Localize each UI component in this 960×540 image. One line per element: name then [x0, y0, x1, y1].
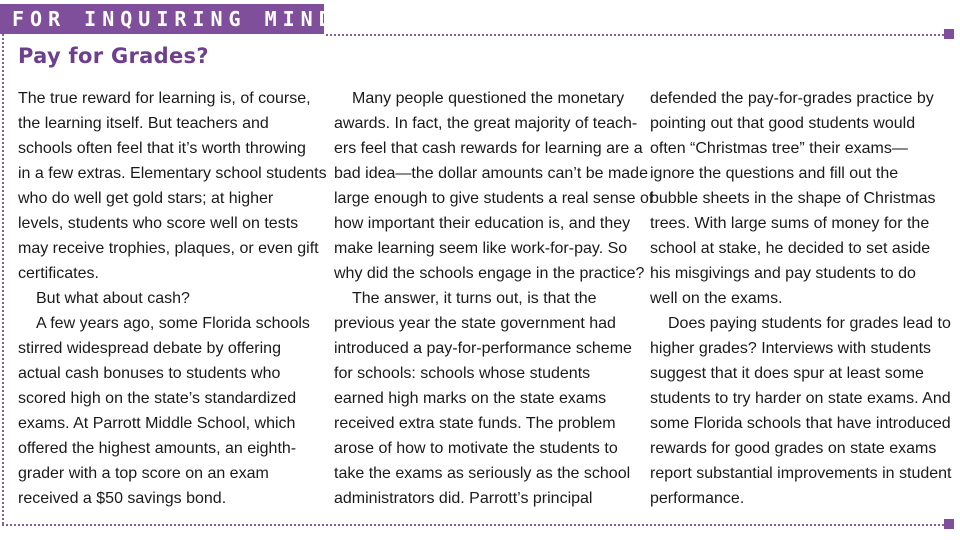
text-line: his misgivings and pay students to do [650, 265, 916, 282]
text-line: grader with a top score on an exam [18, 465, 269, 482]
text-line: scored high on the state’s standardized [18, 390, 297, 407]
text-line: bad idea—the dollar amounts can’t be made [334, 165, 648, 182]
text-line: take the exams as seriously as the school [334, 465, 631, 482]
text-line: students to try harder on state exams. And [650, 390, 951, 407]
text-line: for schools: schools whose students [334, 365, 591, 382]
text-line: make learning seem like work-for-pay. So [334, 240, 628, 257]
sidebar-title: Pay for Grades? [18, 44, 209, 68]
text-line: But what about cash? [36, 290, 190, 307]
text-line: the learning itself. But teachers and [18, 115, 269, 132]
text-line: ers feel that cash rewards for learning are a [334, 140, 643, 157]
text-line: suggest that it does spur at least some [650, 365, 924, 382]
text-line: previous year the state government had [334, 315, 616, 332]
text-column-1 [18, 86, 327, 511]
text-line: actual cash bonuses to students who [18, 365, 281, 382]
text-line: defended the pay-for-grades practice by [650, 90, 934, 107]
text-line: The answer, it turns out, is that the [352, 290, 597, 307]
text-line: trees. With large sums of money for the [650, 215, 930, 232]
text-line: A few years ago, some Florida schools [36, 315, 310, 332]
text-line: higher grades? Interviews with students [650, 340, 932, 357]
text-column-2 [334, 86, 654, 511]
text-line: why did the schools engage in the practice? [334, 265, 645, 282]
bottom-right-corner-square [944, 519, 954, 529]
top-right-corner-square [944, 29, 954, 39]
text-line: may receive trophies, plaques, or even gift [18, 240, 319, 257]
text-line: certificates. [18, 265, 99, 282]
section-banner [0, 4, 355, 34]
text-line: arose of how to motivate the students to [334, 440, 618, 457]
text-line: ignore the questions and fill out the [650, 165, 899, 182]
text-line: who do well get gold stars; at higher [18, 190, 274, 207]
text-line: bubble sheets in the shape of Christmas [650, 190, 936, 207]
text-line: Does paying students for grades lead to [668, 315, 951, 332]
text-line: levels, students who score well on tests [18, 215, 299, 232]
text-line: often “Christmas tree” their exams— [650, 140, 908, 157]
bottom-dotted-rule [2, 524, 944, 526]
text-line: how important their education is, and they [334, 215, 631, 232]
text-line: well on the exams. [650, 290, 783, 307]
left-dotted-rule [2, 34, 4, 524]
text-line: large enough to give students a real sense of [334, 190, 654, 207]
text-line: schools often feel that it’s worth throwing [18, 140, 306, 157]
text-line: school at stake, he decided to set aside [650, 240, 931, 257]
text-line: stirred widespread debate by offering [18, 340, 281, 357]
text-line: rewards for good grades on state exams [650, 440, 937, 457]
text-line: pointing out that good students would [650, 115, 916, 132]
text-line: some Florida schools that have introduced [650, 415, 951, 432]
text-line: introduced a pay-for-performance scheme [334, 340, 632, 357]
text-line: performance. [650, 490, 745, 507]
text-line: in a few extras. Elementary school students [18, 165, 327, 182]
text-line: offered the highest amounts, an eighth- [18, 440, 297, 457]
text-column-3 [650, 86, 950, 511]
text-line: exams. At Parrott Middle School, which [18, 415, 296, 432]
text-line: The true reward for learning is, of course, [18, 90, 311, 107]
text-line: report substantial improvements in student [650, 465, 952, 482]
top-dotted-rule [326, 34, 944, 36]
text-line: Many people questioned the monetary [352, 90, 625, 107]
text-line: administrators did. Parrott’s principal [334, 490, 593, 507]
banner-label: FOR INQUIRING MINDS [12, 7, 355, 31]
text-line: awards. In fact, the great majority of teach- [334, 115, 638, 132]
text-line: received extra state funds. The problem [334, 415, 616, 432]
text-line: earned high marks on the state exams [334, 390, 607, 407]
text-line: received a $50 savings bond. [18, 490, 227, 507]
